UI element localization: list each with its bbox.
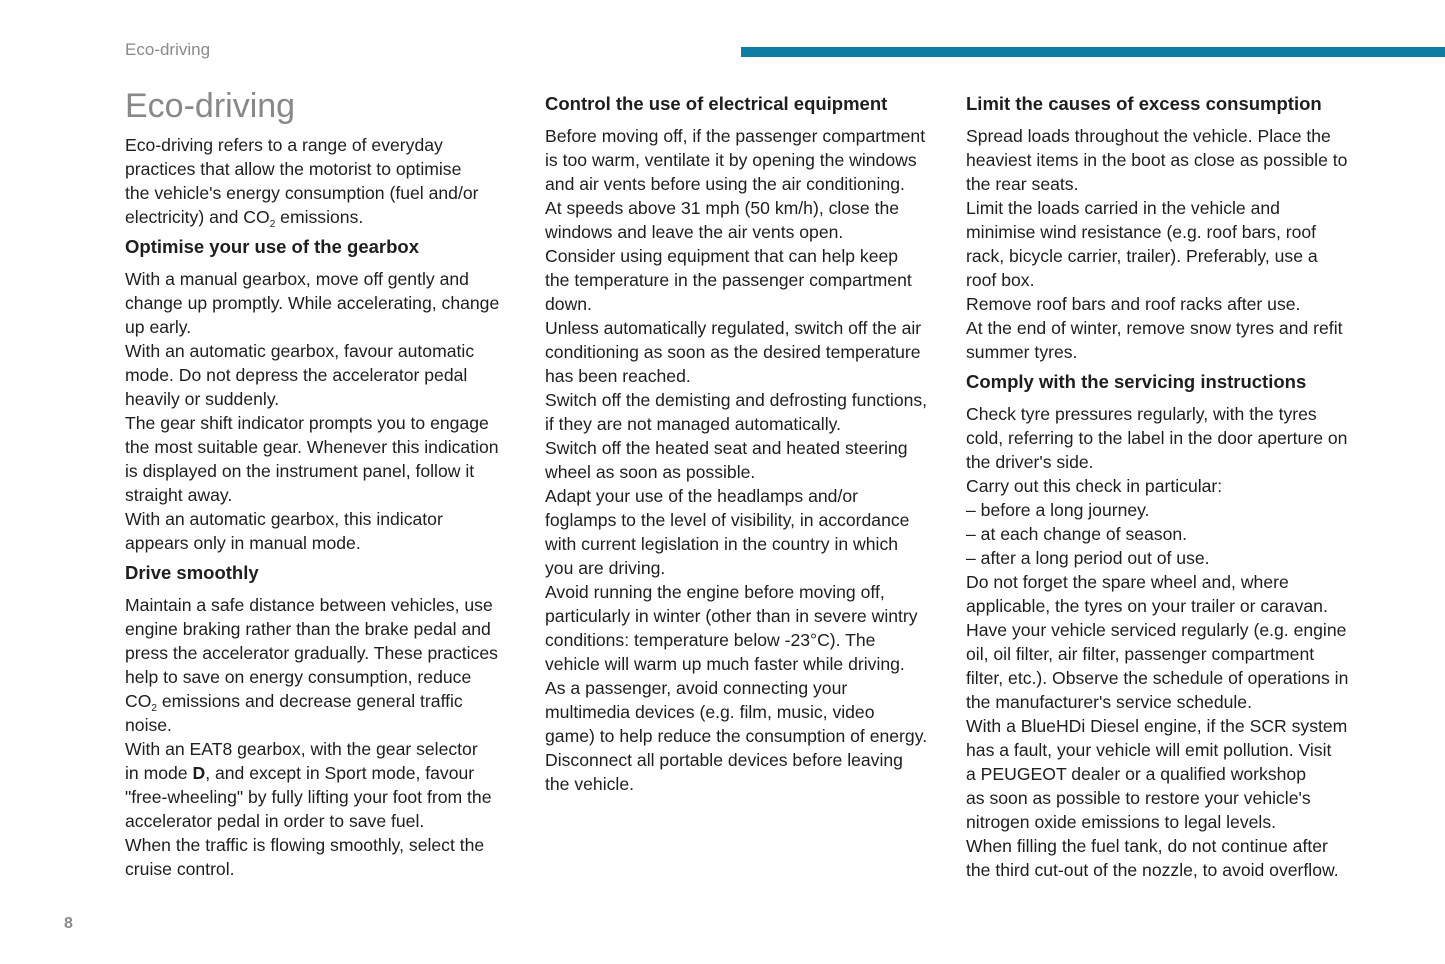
text-line (966, 474, 1376, 498)
paragraph (966, 402, 1376, 882)
text-line (125, 737, 535, 761)
text-line (545, 604, 955, 628)
text-segment: Switch off the heated seat and heated steering (545, 438, 908, 458)
text-segment: The gear shift indicator prompts you to engage (125, 413, 489, 433)
text-line (545, 412, 955, 436)
text-segment: With an automatic gearbox, this indicator (125, 509, 443, 529)
text-segment: as soon as possible to restore your vehicle's (966, 788, 1311, 808)
text-line (125, 785, 535, 809)
running-header-title: Eco-driving (125, 40, 211, 59)
text-segment: Switch off the demisting and defrosting functions, (545, 390, 928, 410)
text-segment: accelerator pedal in order to save fuel. (125, 811, 425, 831)
text-line (125, 181, 535, 205)
text-segment: with current legislation in the country in which (545, 534, 899, 554)
text-line (125, 809, 535, 833)
text-segment: wheel as soon as possible. (545, 462, 756, 482)
text-line (545, 484, 955, 508)
text-line (125, 531, 535, 555)
text-line (545, 388, 955, 412)
text-line (125, 857, 535, 881)
text-segment: emissions. (275, 207, 364, 227)
text-segment: Eco-driving refers to a range of everyday (125, 135, 443, 155)
text-segment: help to save on energy consumption, reduce (125, 667, 472, 687)
text-line (966, 642, 1376, 666)
text-line (545, 748, 955, 772)
text-line (545, 268, 955, 292)
text-segment: When filling the fuel tank, do not continue after (966, 836, 1328, 856)
text-line (545, 436, 955, 460)
text-line (125, 689, 535, 713)
text-segment: Unless automatically regulated, switch off the air (545, 318, 922, 338)
text-segment: At the end of winter, remove snow tyres and refit (966, 318, 1343, 338)
text-line (125, 641, 535, 665)
text-segment: the vehicle. (545, 774, 634, 794)
text-segment: engine braking rather than the brake pedal and (125, 619, 491, 639)
text-segment: change up promptly. While accelerating, change (125, 293, 500, 313)
text-segment: foglamps to the level of visibility, in accordance (545, 510, 910, 530)
text-segment: conditioning as soon as the desired temperature (545, 342, 921, 362)
column-3 (966, 92, 1376, 882)
text-segment: the manufacturer's service schedule. (966, 692, 1252, 712)
text-segment: With an automatic gearbox, favour automatic (125, 341, 475, 361)
text-segment: Maintain a safe distance between vehicles, use (125, 595, 493, 615)
text-segment: filter, etc.). Observe the schedule of operations in (966, 668, 1349, 688)
section-heading: Drive smoothly (125, 562, 259, 583)
text-line (966, 834, 1376, 858)
bold-text: D (192, 763, 206, 783)
text-segment: conditions: temperature below -23°C). The (545, 630, 876, 650)
text-segment: heaviest items in the boot as close as possible to (966, 150, 1348, 170)
text-line (966, 148, 1376, 172)
text-line (966, 196, 1376, 220)
text-segment: When the traffic is flowing smoothly, select the (125, 835, 485, 855)
text-segment: Limit the loads carried in the vehicle and (966, 198, 1280, 218)
text-segment: cold, referring to the label in the door aperture on (966, 428, 1348, 448)
text-line (125, 459, 535, 483)
text-segment: minimise wind resistance (e.g. roof bars, roof (966, 222, 1317, 242)
text-line (545, 652, 955, 676)
text-line (125, 483, 535, 507)
text-segment: rack, bicycle carrier, trailer). Preferably, use a (966, 246, 1318, 266)
section-heading: Control the use of electrical equipment (545, 93, 888, 114)
text-line (966, 340, 1376, 364)
text-segment: mode. Do not depress the accelerator pedal (125, 365, 468, 385)
text-line (125, 833, 535, 857)
text-segment: if they are not managed automatically. (545, 414, 842, 434)
text-line (966, 714, 1376, 738)
text-line (125, 339, 535, 363)
text-segment: roof box. (966, 270, 1035, 290)
text-segment: Check tyre pressures regularly, with the tyres (966, 404, 1317, 424)
text-line (966, 666, 1376, 690)
text-line (966, 402, 1376, 426)
text-line (125, 713, 535, 737)
text-line (125, 315, 535, 339)
text-segment: the vehicle's energy consumption (fuel and/or (125, 183, 479, 203)
text-segment: the third cut-out of the nozzle, to avoid overflow. (966, 860, 1339, 880)
text-line (545, 124, 955, 148)
text-line (966, 220, 1376, 244)
text-line (545, 508, 955, 532)
text-segment: the temperature in the passenger compartment (545, 270, 912, 290)
text-segment: Adapt your use of the headlamps and/or (545, 486, 858, 506)
text-line (966, 570, 1376, 594)
section-heading: Limit the causes of excess consumption (966, 93, 1322, 114)
text-line (545, 700, 955, 724)
text-segment: Carry out this check in particular: (966, 476, 1223, 496)
text-line (125, 363, 535, 387)
text-segment: electricity) and CO (125, 207, 270, 227)
text-segment: With an EAT8 gearbox, with the gear selector (125, 739, 478, 759)
header-accent-bar (741, 47, 1445, 57)
text-segment: windows and leave the air vents open. (545, 222, 844, 242)
paragraph (125, 267, 535, 555)
text-line (545, 724, 955, 748)
text-line (966, 292, 1376, 316)
text-line (125, 267, 535, 291)
text-segment: Avoid running the engine before moving off, (545, 582, 885, 602)
text-segment: press the accelerator gradually. These practices (125, 643, 498, 663)
text-line (966, 172, 1376, 196)
paragraph (545, 124, 955, 796)
text-line (966, 124, 1376, 148)
text-line (966, 738, 1376, 762)
text-line (545, 316, 955, 340)
text-segment: nitrogen oxide emissions to legal levels. (966, 812, 1277, 832)
text-line (545, 292, 955, 316)
text-line (545, 460, 955, 484)
page-number: 8 (64, 915, 73, 932)
text-line (125, 387, 535, 411)
text-line (966, 244, 1376, 268)
paragraph (125, 133, 535, 229)
text-segment: up early. (125, 317, 192, 337)
text-segment: Disconnect all portable devices before leaving (545, 750, 903, 770)
text-line (125, 133, 535, 157)
section-heading: Optimise your use of the gearbox (125, 236, 420, 257)
text-line (125, 411, 535, 435)
text-line (125, 205, 535, 229)
text-segment: Do not forget the spare wheel and, where (966, 572, 1289, 592)
text-line (966, 594, 1376, 618)
text-segment: practices that allow the motorist to optimise (125, 159, 462, 179)
text-segment: game) to help reduce the consumption of energy. (545, 726, 928, 746)
text-line (966, 618, 1376, 642)
text-segment: and air vents before using the air conditioning. (545, 174, 905, 194)
text-line (545, 148, 955, 172)
text-line (966, 546, 1376, 570)
text-line (545, 580, 955, 604)
text-line (966, 426, 1376, 450)
text-line (125, 593, 535, 617)
text-segment: vehicle will warm up much faster while driving. (545, 654, 905, 674)
text-line (545, 556, 955, 580)
text-segment: the most suitable gear. Whenever this indication (125, 437, 499, 457)
text-line (966, 762, 1376, 786)
text-line (545, 676, 955, 700)
text-segment: "free-wheeling" by fully lifting your foot from the (125, 787, 492, 807)
text-segment: is displayed on the instrument panel, follow it (125, 461, 475, 481)
subscript: 2 (269, 219, 276, 230)
text-line (545, 340, 955, 364)
text-line (966, 786, 1376, 810)
text-line (125, 665, 535, 689)
text-line (545, 220, 955, 244)
text-segment: With a BlueHDi Diesel engine, if the SCR system (966, 716, 1348, 736)
column-1 (125, 86, 535, 881)
text-segment: CO (125, 691, 152, 711)
text-segment: in mode (125, 763, 193, 783)
text-line (966, 268, 1376, 292)
paragraph (966, 124, 1376, 364)
text-segment: noise. (125, 715, 172, 735)
text-segment: summer tyres. (966, 342, 1078, 362)
text-line (966, 810, 1376, 834)
paragraph (125, 593, 535, 881)
text-segment: down. (545, 294, 592, 314)
text-line (966, 316, 1376, 340)
column-2 (545, 92, 955, 796)
section-heading: Comply with the servicing instructions (966, 371, 1307, 392)
text-segment: , and except in Sport mode, favour (205, 763, 475, 783)
text-line (125, 761, 535, 785)
text-line (125, 435, 535, 459)
text-segment: As a passenger, avoid connecting your (545, 678, 848, 698)
text-segment: oil, oil filter, air filter, passenger compartment (966, 644, 1315, 664)
text-segment: Spread loads throughout the vehicle. Place the (966, 126, 1331, 146)
subscript: 2 (151, 703, 157, 714)
text-segment: applicable, the tyres on your trailer or caravan. (966, 596, 1328, 616)
text-line (125, 157, 535, 181)
text-segment: cruise control. (125, 859, 235, 879)
text-line (125, 507, 535, 531)
text-line (545, 532, 955, 556)
text-segment: the driver's side. (966, 452, 1094, 472)
text-line (545, 364, 955, 388)
text-segment: appears only in manual mode. (125, 533, 361, 553)
text-segment: Consider using equipment that can help keep (545, 246, 899, 266)
text-segment: straight away. (125, 485, 233, 505)
text-segment: Remove roof bars and roof racks after use. (966, 294, 1301, 314)
text-line (545, 628, 955, 652)
text-segment: At speeds above 31 mph (50 km/h), close the (545, 198, 900, 218)
text-segment: – at each change of season. (966, 524, 1188, 544)
text-segment: multimedia devices (e.g. film, music, video (545, 702, 875, 722)
text-segment: you are driving. (545, 558, 666, 578)
text-line (125, 617, 535, 641)
text-segment: has been reached. (545, 366, 691, 386)
text-segment: has a fault, your vehicle will emit pollution. Visit (966, 740, 1332, 760)
text-segment: – after a long period out of use. (966, 548, 1210, 568)
text-line (966, 498, 1376, 522)
text-line (545, 244, 955, 268)
text-segment: emissions and decrease general traffic (156, 691, 463, 711)
page-title: Eco-driving (125, 87, 296, 125)
text-line (966, 858, 1376, 882)
text-line (545, 196, 955, 220)
text-segment: heavily or suddenly. (125, 389, 280, 409)
text-segment: a PEUGEOT dealer or a qualified workshop (966, 764, 1306, 784)
text-line (545, 772, 955, 796)
text-line (966, 450, 1376, 474)
text-segment: the rear seats. (966, 174, 1079, 194)
text-line (125, 291, 535, 315)
text-line (966, 690, 1376, 714)
text-line (545, 172, 955, 196)
text-segment: Before moving off, if the passenger compartment (545, 126, 926, 146)
text-line (966, 522, 1376, 546)
text-segment: is too warm, ventilate it by opening the windows (545, 150, 917, 170)
text-segment: – before a long journey. (966, 500, 1150, 520)
text-segment: particularly in winter (other than in severe wintry (545, 606, 918, 626)
text-segment: Have your vehicle serviced regularly (e.g. engine (966, 620, 1347, 640)
text-segment: With a manual gearbox, move off gently and (125, 269, 469, 289)
